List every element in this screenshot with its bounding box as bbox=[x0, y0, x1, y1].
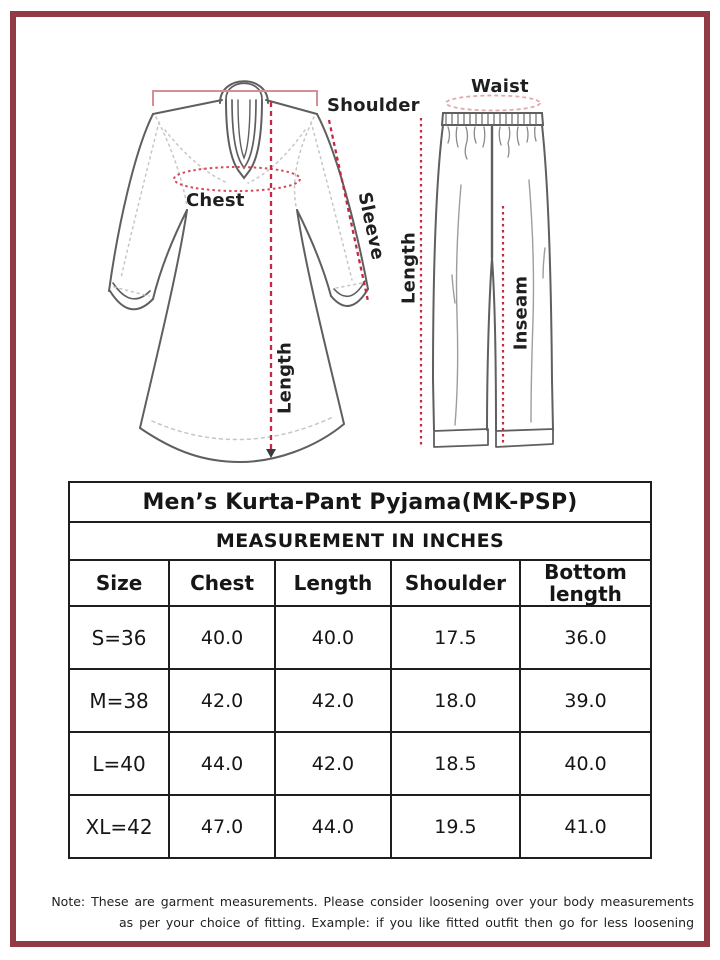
length-value: 42.0 bbox=[275, 732, 391, 795]
shoulder-label: Shoulder bbox=[327, 95, 420, 116]
chest-value: 40.0 bbox=[169, 606, 275, 669]
col-header-size: Size bbox=[69, 560, 169, 606]
note-line-2: as per your choice of fitting. Example: if you like fitted outfit then go for less loosening bbox=[119, 915, 694, 930]
chest-ellipse-line bbox=[174, 167, 300, 191]
pant-waistband bbox=[442, 113, 543, 125]
table-row bbox=[69, 732, 651, 795]
table-header-row bbox=[69, 560, 651, 606]
size-value: M=38 bbox=[69, 669, 169, 732]
shoulder-value: 18.5 bbox=[391, 732, 520, 795]
shoulder-value: 18.0 bbox=[391, 669, 520, 732]
table-row bbox=[69, 669, 651, 732]
col-header-bottom-length: Bottom length bbox=[520, 560, 651, 606]
bottom-length-value: 39.0 bbox=[520, 669, 651, 732]
pant-drawing bbox=[433, 113, 553, 447]
col-header-shoulder: Shoulder bbox=[391, 560, 520, 606]
waist-ellipse-line bbox=[446, 96, 540, 111]
chest-label: Chest bbox=[186, 190, 245, 211]
size-value: S=36 bbox=[69, 606, 169, 669]
chest-value: 44.0 bbox=[169, 732, 275, 795]
pant-length-label: Length bbox=[398, 232, 420, 304]
chest-value: 47.0 bbox=[169, 795, 275, 858]
shoulder-value: 19.5 bbox=[391, 795, 520, 858]
size-value: XL=42 bbox=[69, 795, 169, 858]
table-row bbox=[69, 606, 651, 669]
shoulder-value: 17.5 bbox=[391, 606, 520, 669]
bottom-length-value: 36.0 bbox=[520, 606, 651, 669]
size-value: L=40 bbox=[69, 732, 169, 795]
table-subtitle: MEASUREMENT IN INCHES bbox=[69, 522, 651, 560]
kurta-length-label: Length bbox=[274, 342, 296, 414]
bottom-length-value: 41.0 bbox=[520, 795, 651, 858]
length-value: 40.0 bbox=[275, 606, 391, 669]
size-chart-table bbox=[68, 481, 652, 859]
table-title: Men’s Kurta-Pant Pyjama(MK-PSP) bbox=[69, 482, 651, 522]
col-header-chest: Chest bbox=[169, 560, 275, 606]
note-line-1: Note: These are garment measurements. Please consider loosening over your body measurements bbox=[51, 894, 694, 909]
chest-value: 42.0 bbox=[169, 669, 275, 732]
bottom-length-value: 40.0 bbox=[520, 732, 651, 795]
kurta-collar bbox=[220, 81, 268, 178]
sleeve-label: Sleeve bbox=[353, 190, 389, 262]
col-header-length: Length bbox=[275, 560, 391, 606]
length-value: 42.0 bbox=[275, 669, 391, 732]
shoulder-bracket-line bbox=[153, 91, 317, 106]
kurta-length-arrow bbox=[266, 449, 276, 458]
measurement-diagram bbox=[0, 0, 720, 475]
measurement-note bbox=[30, 891, 694, 933]
garment-diagram-svg bbox=[0, 0, 720, 475]
inseam-label: Inseam bbox=[510, 275, 532, 351]
length-value: 44.0 bbox=[275, 795, 391, 858]
waist-label: Waist bbox=[471, 76, 529, 97]
table-row bbox=[69, 795, 651, 858]
kurta-drawing bbox=[109, 81, 368, 462]
